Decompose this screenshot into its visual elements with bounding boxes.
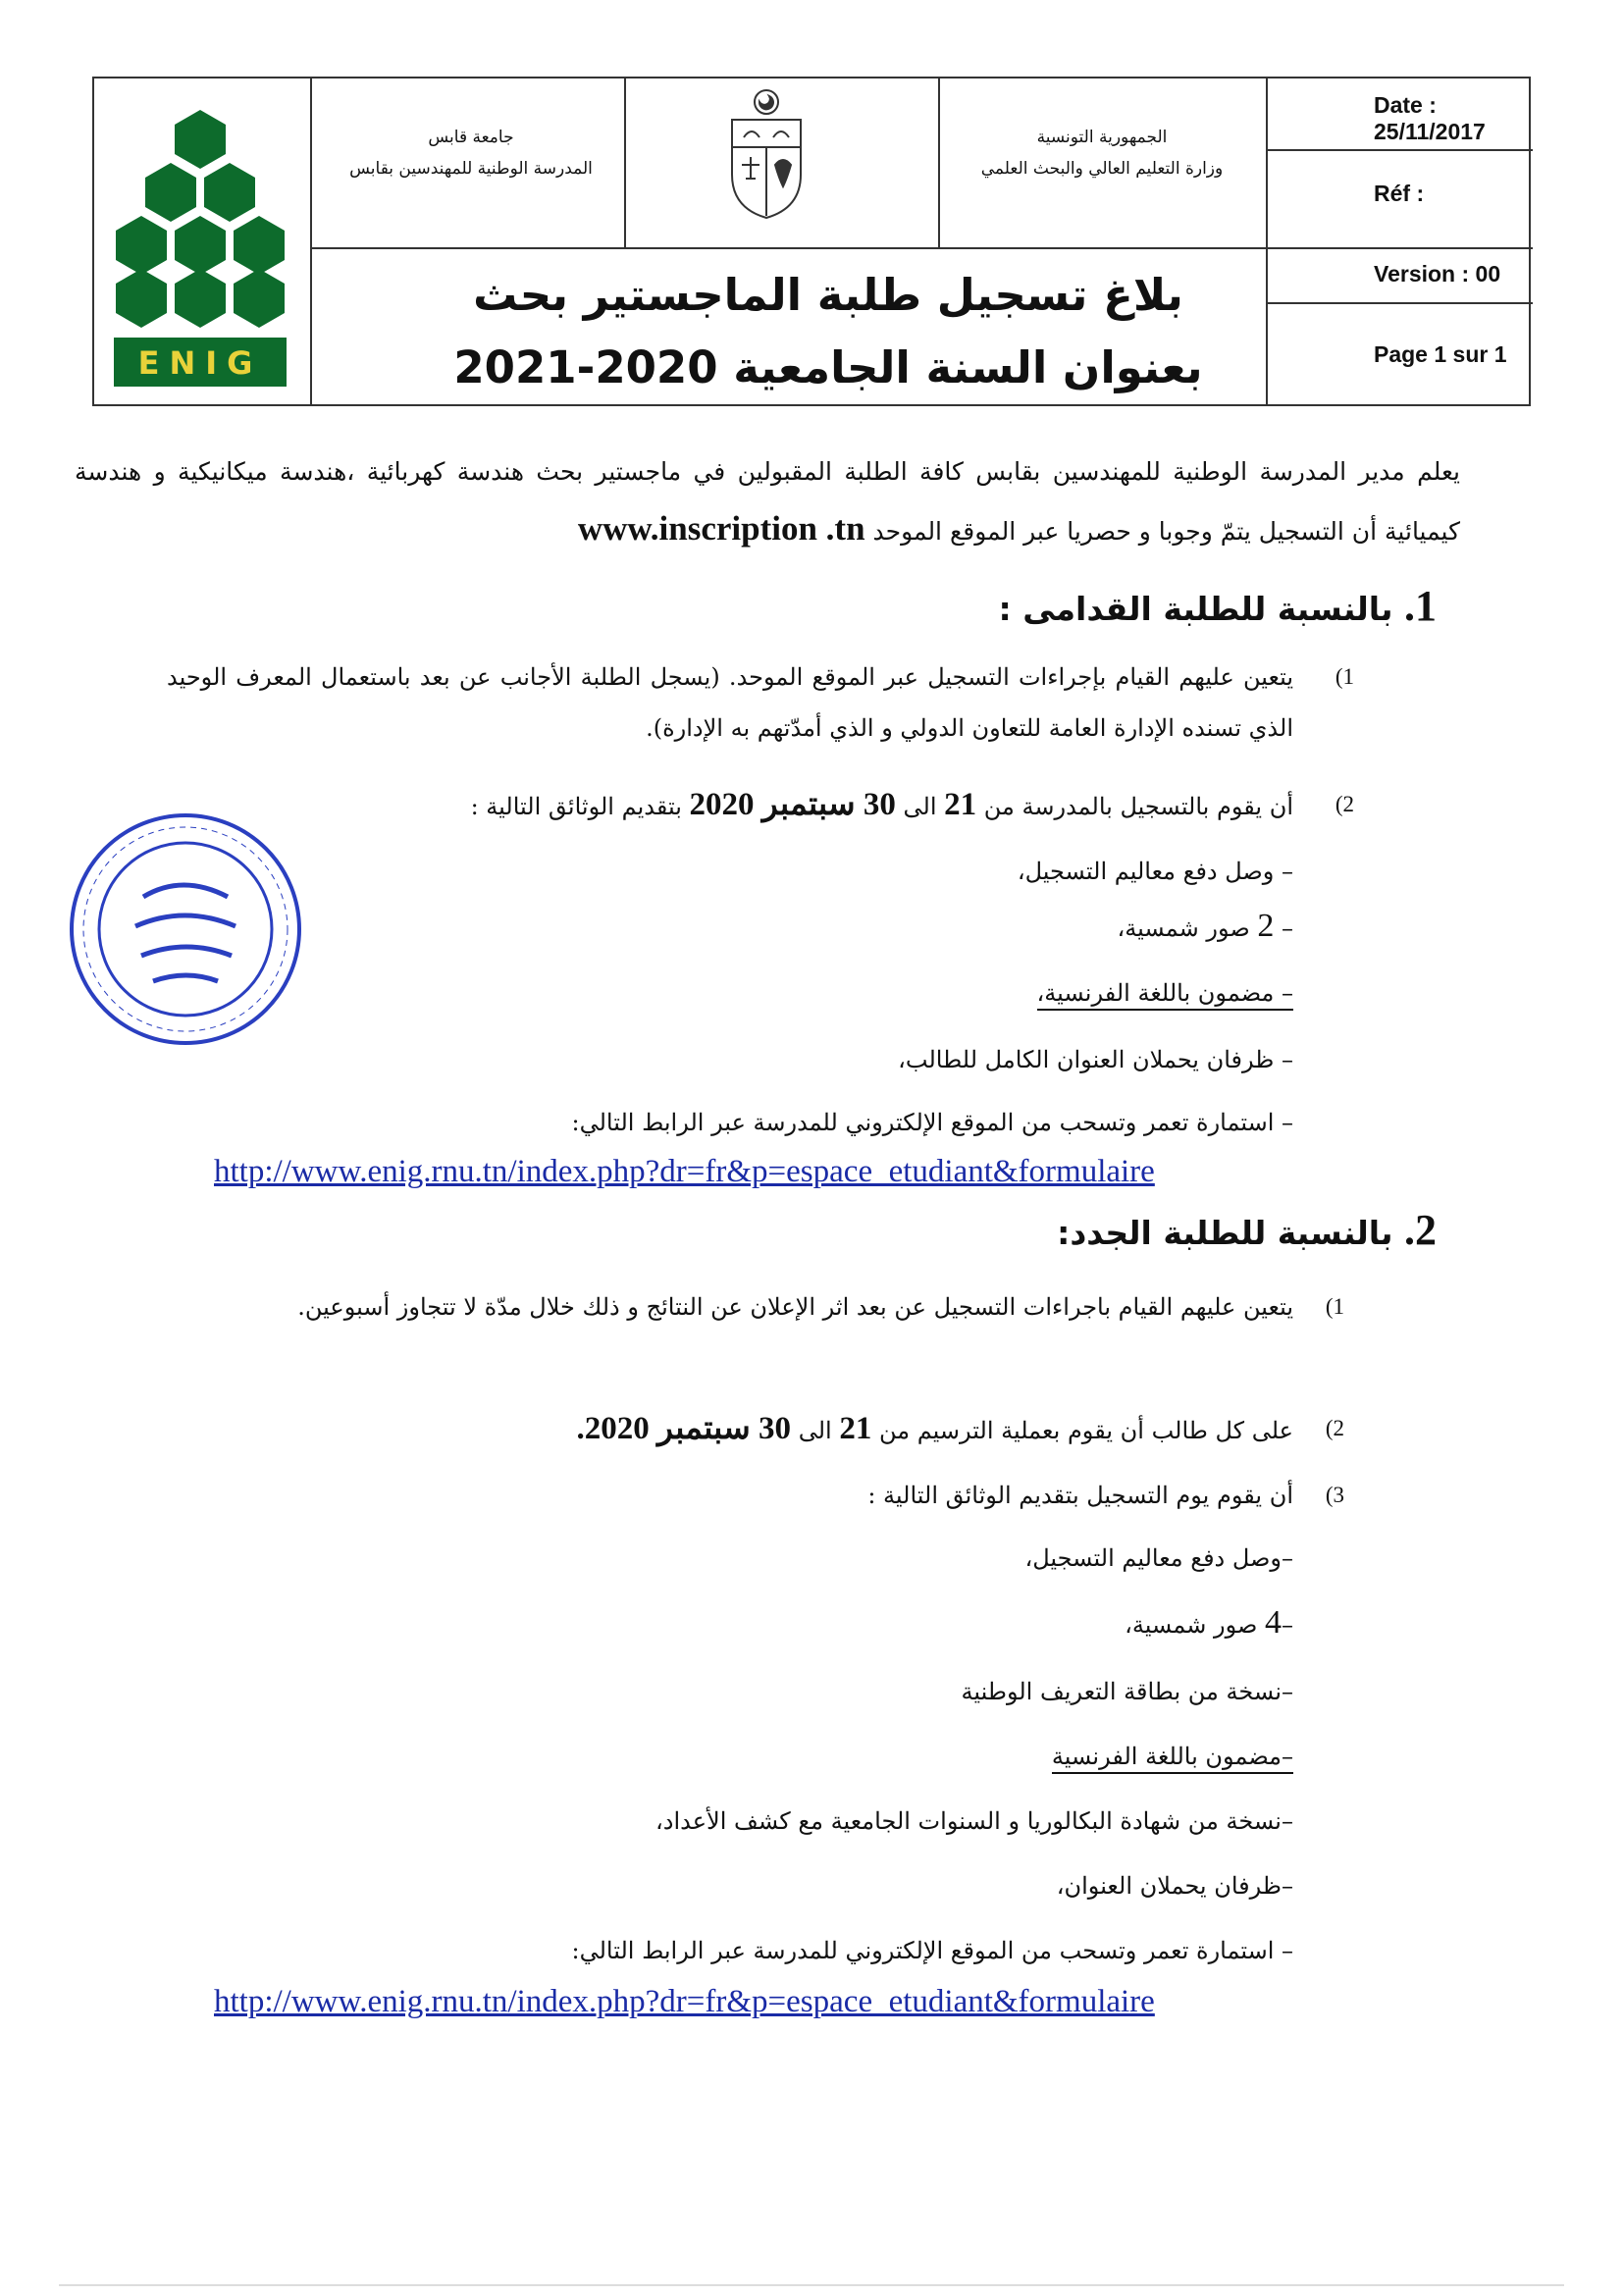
page-bottom-rule	[59, 2284, 1564, 2286]
section-1-item-2	[167, 779, 1354, 832]
section-title: بالنسبة للطلبة الجدد:	[1057, 1214, 1393, 1252]
section-number: 2.	[1404, 1206, 1437, 1254]
section-2-heading	[1057, 1201, 1437, 1263]
header-divider	[938, 78, 940, 247]
intro-paragraph	[75, 444, 1460, 560]
item-number: 1)	[1325, 1294, 1344, 1319]
doc-list-item: – استمارة تعمر وتسحب من الموقع الإلكتروني للمدرسة عبر الرابط التالي:	[571, 1937, 1293, 1964]
intro-text: يعلم مدير المدرسة الوطنية للمهندسين بقابس كافة الطلبة المقبولين في ماجستير بحث هندسة كهربائية ،هندسة ميكانيكية و هندسة كيميائية أن التسجيل يتمّ وجوبا و حصريا عبر الموقع الموحد	[75, 457, 1460, 546]
document-title	[308, 259, 1348, 404]
enig-logo	[102, 92, 298, 392]
doc-list-item	[1117, 901, 1293, 954]
republic-name	[946, 122, 1258, 184]
section-2-item-2	[167, 1403, 1344, 1456]
republic-line: الجمهورية التونسية	[1036, 128, 1168, 147]
document-date: Date : 25/11/2017	[1374, 92, 1486, 144]
date-to: 30 سبتمبر 2020.	[576, 1411, 792, 1446]
institution-name	[324, 122, 618, 184]
page-number: Page 1 sur 1	[1374, 341, 1507, 367]
doc-text: –مضمون باللغة الفرنسية	[1052, 1743, 1293, 1774]
document-version: Version : 00	[1374, 261, 1501, 287]
item-number: 2)	[1325, 1416, 1344, 1440]
official-stamp	[63, 807, 308, 1052]
doc-text: صور شمسية،	[1125, 1611, 1258, 1639]
form-link[interactable]: http://www.enig.rnu.tn/index.php?dr=fr&p=espace_etudiant&formulaire	[214, 1984, 1155, 2019]
document-ref: Réf :	[1374, 181, 1425, 206]
coat-of-arms-icon	[722, 86, 811, 234]
doc-text: – مضمون باللغة الفرنسية،	[1037, 979, 1293, 1011]
date-to: 30 سبتمبر 2020	[689, 787, 896, 822]
title-line-2: بعنوان السنة الجامعية 2020-2021	[453, 341, 1203, 393]
item-number: 2)	[1335, 792, 1354, 816]
doc-list-item	[1037, 967, 1293, 1018]
doc-list-item: –ظرفان يحملان العنوان،	[1056, 1872, 1293, 1900]
header-divider	[310, 247, 1533, 249]
header-divider	[1266, 149, 1533, 151]
date-from: 21	[944, 787, 977, 822]
intro-website: www.inscription .tn	[577, 509, 865, 548]
date-from: 21	[839, 1411, 872, 1446]
doc-list-item	[1125, 1597, 1293, 1650]
item-text: يتعين عليهم القيام باجراءات التسجيل عن بعد اثر الإعلان عن النتائج و ذلك خلال مدّة لا تتجاوز أسبوعين.	[297, 1293, 1293, 1321]
doc-list-item: –وصل دفع معاليم التسجيل،	[1024, 1544, 1293, 1572]
doc-list-item: –نسخة من بطاقة التعريف الوطنية	[961, 1678, 1293, 1705]
item-text: أن يقوم يوم التسجيل بتقديم الوثائق التالية :	[867, 1482, 1293, 1509]
doc-list-item: – استمارة تعمر وتسحب من الموقع الإلكتروني للمدرسة عبر الرابط التالي:	[571, 1109, 1293, 1136]
doc-list-item: – ظرفان يحملان العنوان الكامل للطالب،	[898, 1046, 1293, 1073]
school-name: المدرسة الوطنية للمهندسين بقابس	[349, 159, 593, 179]
list-dash: –	[1282, 1611, 1293, 1639]
doc-text: صور شمسية،	[1117, 914, 1250, 942]
university-name: جامعة قابس	[428, 128, 514, 147]
ministry-line: وزارة التعليم العالي والبحث العلمي	[980, 159, 1224, 179]
doc-list-item	[1052, 1731, 1293, 1782]
list-dash: –	[1282, 914, 1293, 942]
doc-list-item: –نسخة من شهادة البكالوريا و السنوات الجامعية مع كشف الأعداد،	[655, 1807, 1293, 1835]
logo-text: ENIG	[137, 344, 263, 382]
item-number: 3)	[1325, 1483, 1344, 1507]
section-2-item-3	[167, 1470, 1344, 1521]
header-divider	[624, 78, 626, 247]
section-1-heading	[999, 577, 1437, 639]
item-text: يتعين عليهم القيام بإجراءات التسجيل عبر الموقع الموحد. (يسجل الطلبة الأجانب عن بعد باستعمال المعرف الوحيد الذي تسنده الإدارة العامة للتعاون الدولي و الذي أمدّتهم به الإدارة).	[167, 663, 1293, 742]
section-2-item-1	[167, 1281, 1344, 1332]
item-number: 1)	[1335, 664, 1354, 689]
item-text: على كل طالب أن يقوم بعملية الترسيم من	[878, 1417, 1293, 1444]
item-text: أن يقوم بالتسجيل بالمدرسة من	[983, 793, 1293, 820]
photo-count: 2	[1257, 908, 1275, 944]
photo-count: 4	[1265, 1604, 1282, 1641]
doc-list-item: – وصل دفع معاليم التسجيل،	[1017, 858, 1293, 885]
form-link[interactable]: http://www.enig.rnu.tn/index.php?dr=fr&p=espace_etudiant&formulaire	[214, 1154, 1155, 1189]
section-number: 1.	[1404, 582, 1437, 630]
item-text: بتقديم الوثائق التالية :	[470, 793, 682, 820]
title-line-1: بلاغ تسجيل طلبة الماجستير بحث	[473, 269, 1183, 321]
item-text: الى	[903, 793, 937, 820]
section-title: بالنسبة للطلبة القدامى :	[998, 590, 1393, 628]
section-1-item-1	[167, 652, 1354, 754]
item-text: الى	[798, 1417, 832, 1444]
